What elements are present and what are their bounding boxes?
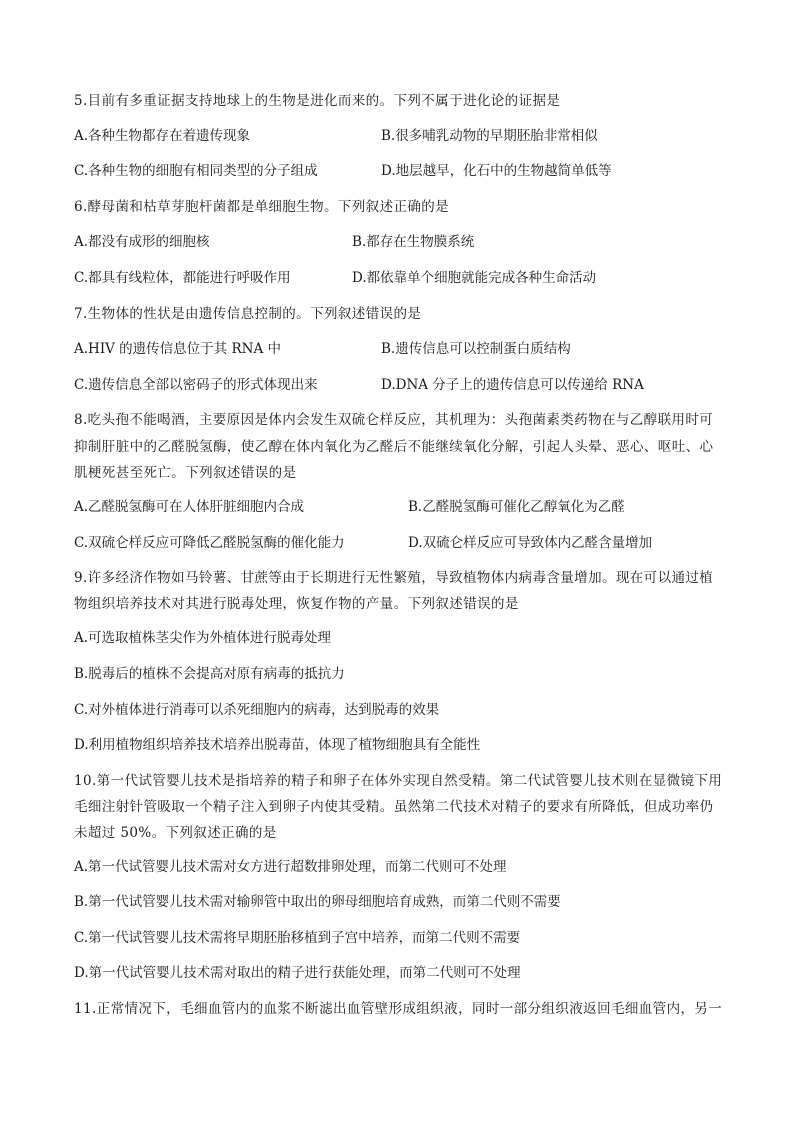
question-8-stem-line-1: 8.吃头孢不能喝酒，主要原因是体内会发生双硫仑样反应，其机理为：头孢菌素类药物在与乙醇联用时可 [74,412,714,428]
question-6-option-b: B.都存在生物膜系统 [352,234,475,250]
question-8-stem-line-2: 抑制肝脏中的乙醛脱氢酶，使乙醇在体内氧化为乙醛后不能继续氧化分解，引起人头晕、恶心、呕吐、心 [74,439,714,455]
question-10-option-c: C.第一代试管婴儿技术需将早期胚胎移植到子宫中培养，而第二代则不需要 [74,930,521,946]
question-6-option-c: C.都具有线粒体，都能进行呼吸作用 [74,270,291,286]
question-7-option-d: D.DNA 分子上的遗传信息可以传递给 RNA [381,377,644,393]
question-8-option-c: C.双硫仑样反应可降低乙醛脱氢酶的催化能力 [74,535,345,551]
question-6-option-d: D.都依靠单个细胞就能完成各种生命活动 [352,270,597,286]
question-8-stem-line-3: 肌梗死甚至死亡。下列叙述错误的是 [74,465,297,481]
question-9-option-d: D.利用植物组织培养技术培养出脱毒苗，体现了植物细胞具有全能性 [74,737,481,753]
question-11-stem-line-1: 11.正常情况下，毛细血管内的血浆不断滤出血管壁形成组织液，同时一部分组织液返回毛细血管内，另一 [74,1001,723,1017]
question-10-option-d: D.第一代试管婴儿技术需对取出的精子进行获能处理，而第二代则可不处理 [74,965,521,981]
question-5-option-a: A.各种生物都存在着遗传现象 [74,128,251,144]
question-8-option-b: B.乙醛脱氢酶可催化乙醇氧化为乙醛 [408,499,625,515]
question-10-option-b: B.第一代试管婴儿技术需对输卵管中取出的卵母细胞培育成熟，而第二代则不需要 [74,894,561,910]
question-10-stem-line-3: 未超过 50%。下列叙述正确的是 [74,825,277,841]
question-7-option-a: A.HIV 的遗传信息位于其 RNA 中 [74,341,281,357]
question-5-option-c: C.各种生物的细胞有相同类型的分子组成 [74,163,318,179]
question-9-option-c: C.对外植体进行消毒可以杀死细胞内的病毒，达到脱毒的效果 [74,702,440,718]
question-8-option-d: D.双硫仑样反应可导致体内乙醛含量增加 [408,535,653,551]
question-10-stem-line-2: 毛细注射针管吸取一个精子注入到卵子内使其受精。虽然第二代技术对精子的要求有所降低，但成功率仍 [74,799,714,815]
question-10-stem-line-1: 10.第一代试管婴儿技术是指培养的精子和卵子在体外实现自然受精。第二代试管婴儿技术则在显微镜下用 [74,773,723,789]
question-7-stem: 7.生物体的性状是由遗传信息控制的。下列叙述错误的是 [74,306,422,322]
question-5-option-b: B.很多哺乳动物的早期胚胎非常相似 [381,128,598,144]
question-7-option-b: B.遗传信息可以控制蛋白质结构 [381,341,571,357]
question-9-option-a: A.可选取植株茎尖作为外植体进行脱毒处理 [74,630,332,646]
question-6-stem: 6.酵母菌和枯草芽胞杆菌都是单细胞生物。下列叙述正确的是 [74,199,450,215]
question-5-option-d: D.地层越早，化石中的生物越简单低等 [381,163,612,179]
question-8-option-a: A.乙醛脱氢酶可在人体肝脏细胞内合成 [74,499,305,515]
question-9-option-b: B.脱毒后的植株不会提高对原有病毒的抵抗力 [74,666,345,682]
question-6-option-a: A.都没有成形的细胞核 [74,234,210,250]
question-7-option-c: C.遗传信息全部以密码子的形式体现出来 [74,377,318,393]
question-10-option-a: A.第一代试管婴儿技术需对女方进行超数排卵处理，而第二代则可不处理 [74,859,507,875]
question-9-stem-line-2: 物组织培养技术对其进行脱毒处理，恢复作物的产量。下列叙述错误的是 [74,596,519,612]
question-5-stem: 5.目前有多重证据支持地球上的生物是进化而来的。下列不属于进化论的证据是 [74,93,561,109]
question-9-stem-line-1: 9.许多经济作物如马铃薯、甘蔗等由于长期进行无性繁殖，导致植物体内病毒含量增加。现在可以通过植 [74,570,714,586]
